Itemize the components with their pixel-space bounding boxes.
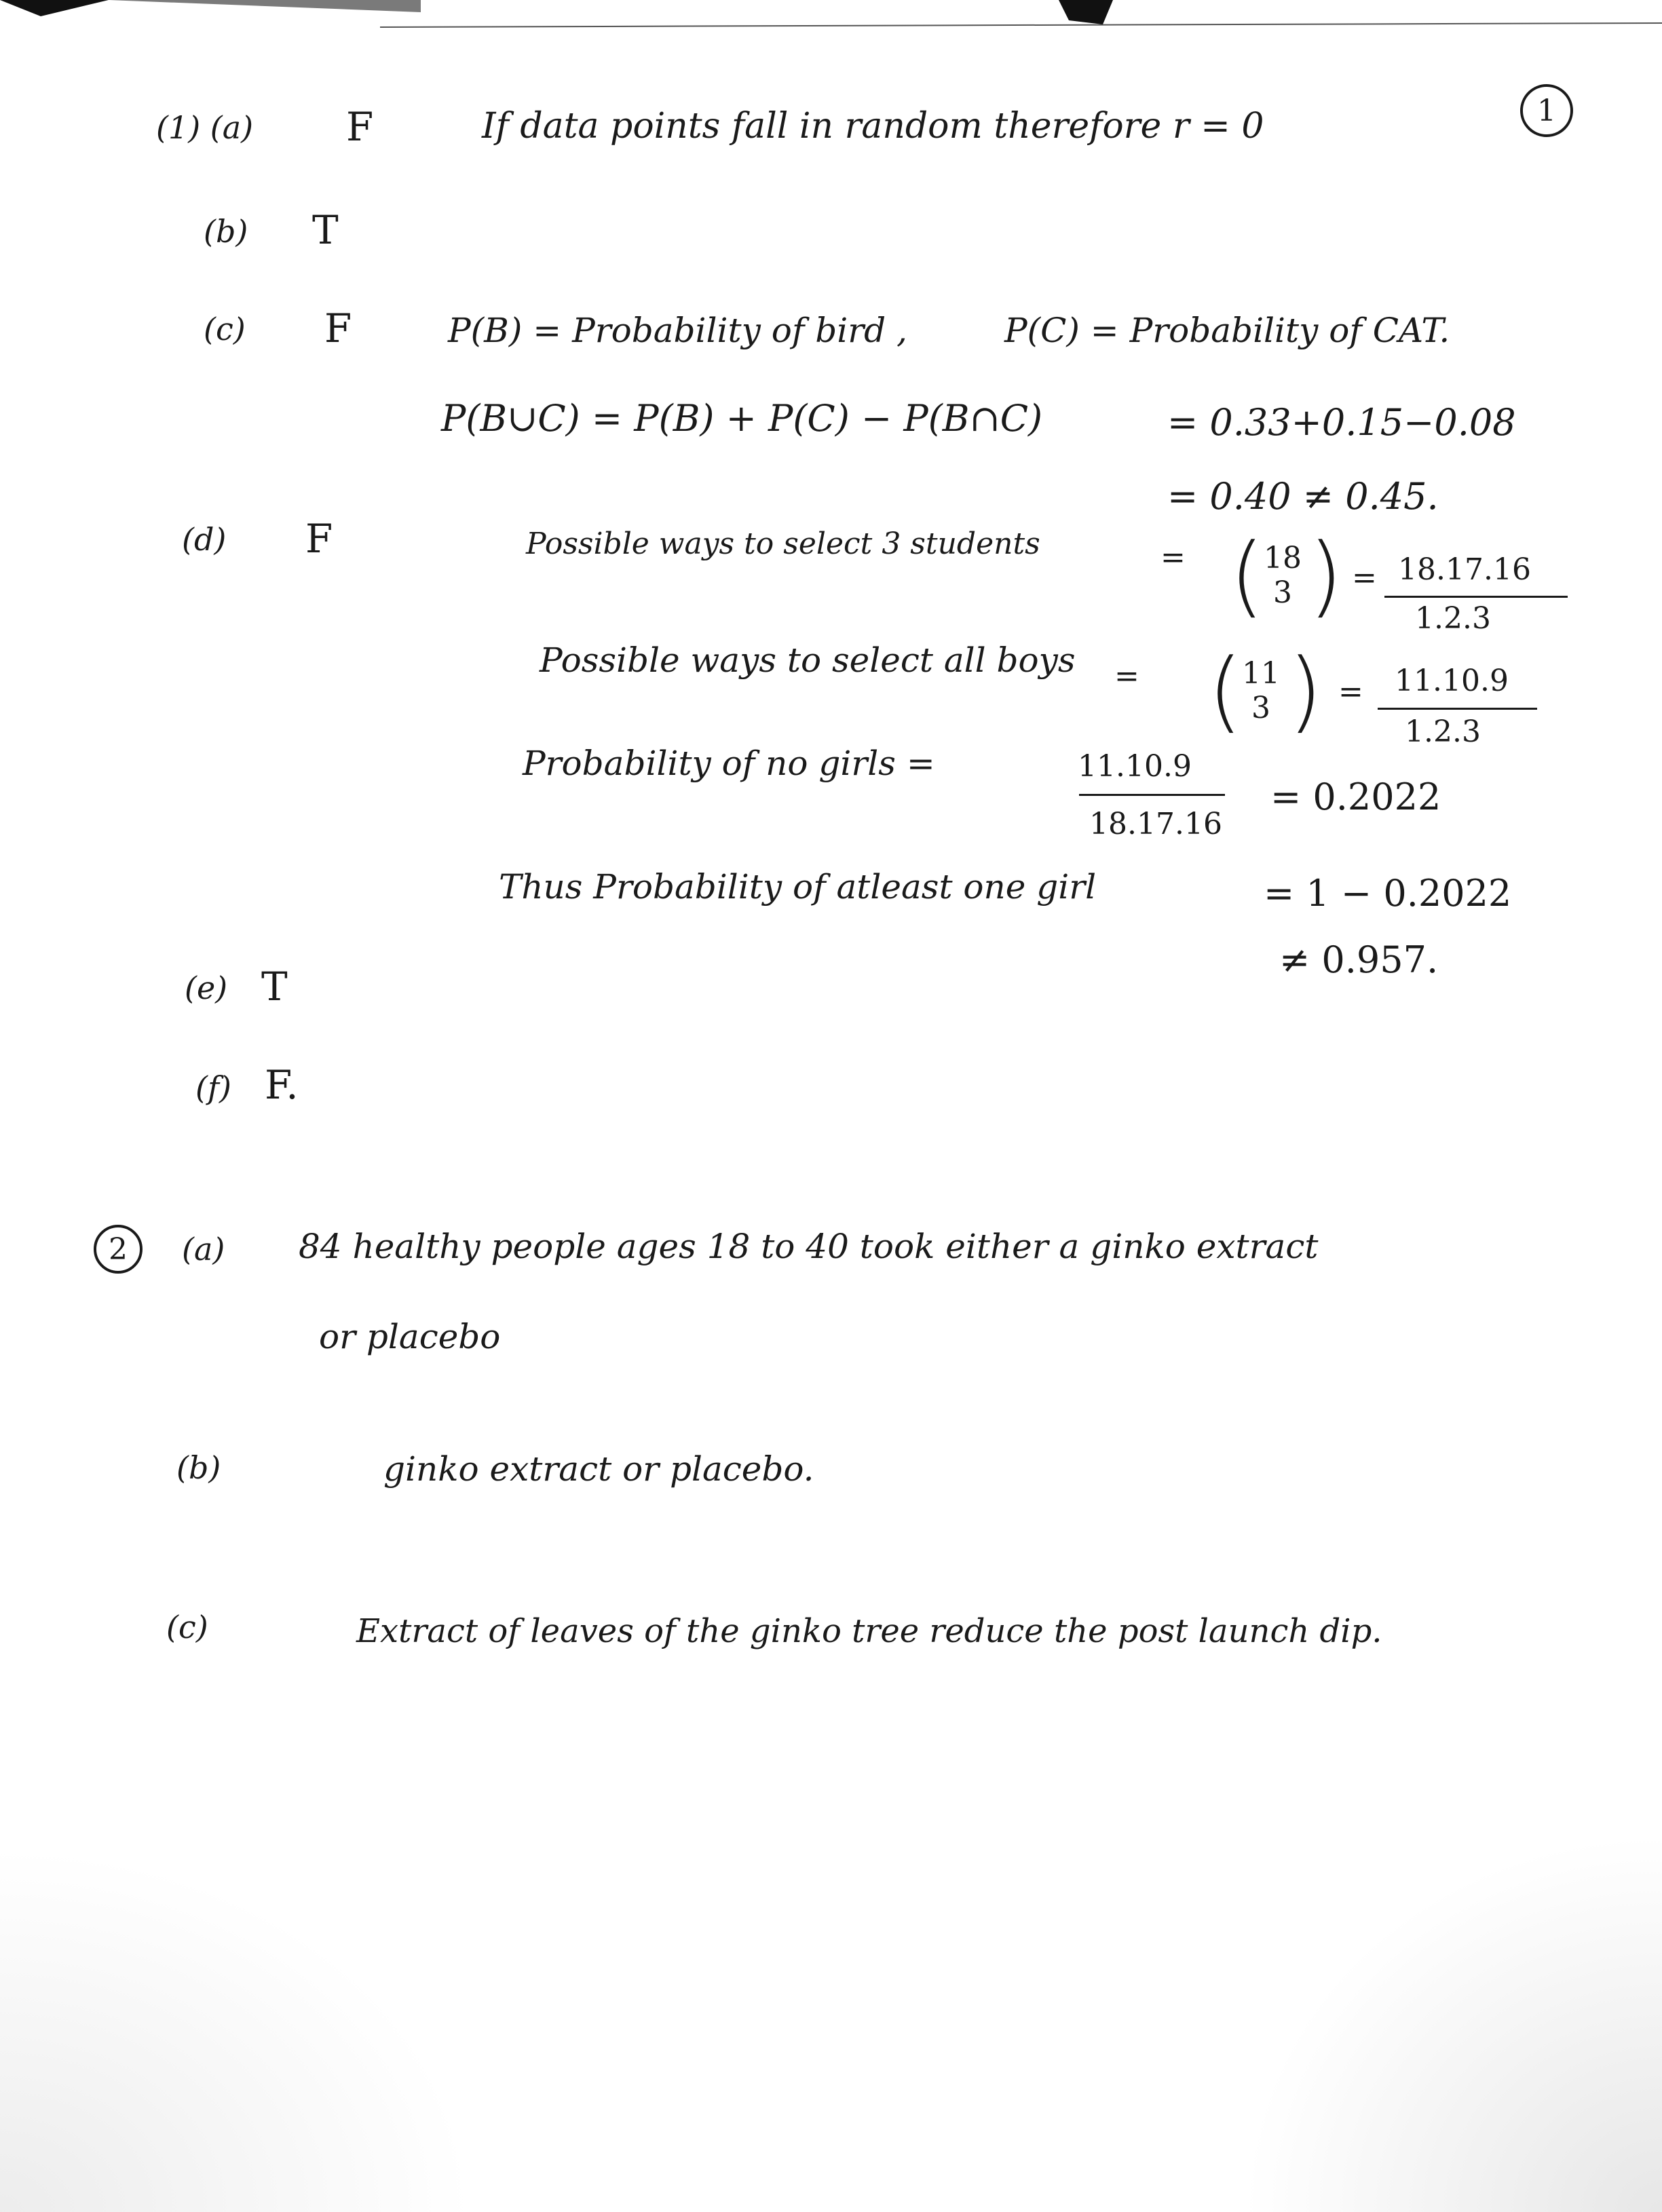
q1e-label: (e) [185, 970, 228, 1006]
q1c-line1-right: P(C) = Probability of CAT. [1004, 311, 1450, 350]
q1d-ways-frac-num: 18.17.16 [1398, 552, 1531, 587]
q1f-label: (f) [195, 1069, 231, 1106]
q1d-ways-binom [1259, 541, 1306, 610]
q1d-boys-frac-num: 11.10.9 [1395, 664, 1509, 698]
q1d-ways-binom-left-paren: ( [1230, 524, 1264, 627]
q2b-text: ginko extract or placebo. [383, 1449, 814, 1489]
q1a-answer: F [346, 104, 374, 150]
q1d-ways-binom-bottom: 3 [1273, 575, 1292, 610]
paper-shadow-right [1241, 1832, 1662, 2212]
q1d-ways-binom-top: 18 [1264, 541, 1302, 575]
q1d-label: (d) [182, 521, 227, 558]
q2a-text-line2: or placebo [319, 1317, 501, 1356]
q1d-eq2: = [1352, 560, 1377, 595]
q1d-atleast-result: = 1 − 0.2022 [1264, 872, 1512, 915]
q1d-boys-binom-bottom: 3 [1251, 690, 1270, 725]
q2a-text-line1: 84 healthy people ages 18 to 40 took either a ginko extract [299, 1227, 1319, 1266]
q1d-ways-frac-bar [1384, 596, 1568, 598]
q2-number-circle [94, 1225, 143, 1274]
page-number: 1 [1537, 93, 1556, 128]
q1d-answer: F [305, 516, 333, 562]
q1f-answer: F. [265, 1062, 299, 1108]
q1d-boys-frac-bar [1378, 708, 1537, 710]
q2-number: 2 [109, 1232, 128, 1267]
q1d-eq4: = [1338, 674, 1363, 709]
q1d-atleast-final: ≠ 0.957. [1279, 938, 1439, 981]
q1c-answer: F [324, 305, 352, 351]
q1d-eq3: = [1114, 659, 1139, 693]
q1d-ways-text: Possible ways to select 3 students [526, 527, 1040, 561]
q1d-boys-binom-left-paren: ( [1208, 639, 1243, 742]
q1e-answer: T [261, 964, 288, 1010]
q1c-line1-left: P(B) = Probability of bird , [448, 311, 907, 350]
q1d-boys-binom [1237, 657, 1285, 725]
q1d-ways-binom-right-paren: ) [1308, 524, 1343, 627]
q1d-nogirls-num: 11.10.9 [1078, 749, 1192, 784]
q1a-note: If data points fall in random therefore r = 0 [482, 106, 1264, 147]
q1d-boys-text: Possible ways to select all boys [540, 641, 1076, 680]
paper-shadow-left [0, 1846, 475, 2212]
q1b-answer: T [312, 207, 339, 253]
q2c-label: (c) [166, 1609, 208, 1645]
q2a-label: (a) [182, 1231, 225, 1267]
q1d-nogirls-den: 18.17.16 [1089, 807, 1222, 841]
page-number-circle [1520, 84, 1573, 137]
q1b-label: (b) [204, 213, 248, 250]
q2b-label: (b) [176, 1449, 221, 1486]
q1d-boys-frac-den: 1.2.3 [1405, 714, 1481, 749]
q1d-boys-binom-right-paren: ) [1288, 639, 1323, 742]
q2c-text: Extract of leaves of the ginko tree reduce the post launch dip. [356, 1612, 1382, 1650]
q1d-atleast-text: Thus Probability of atleast one girl [499, 867, 1097, 907]
q1d-eq1: = [1160, 540, 1186, 575]
q1c-line2-right: = 0.33+0.15−0.08 [1167, 401, 1516, 444]
q1c-label: (c) [204, 311, 246, 347]
q1d-boys-binom-top: 11 [1242, 656, 1280, 691]
page-top-edge [0, 0, 1662, 31]
q1a-label: (1) (a) [156, 109, 254, 146]
q1d-nogirls-text: Probability of no girls = [523, 744, 935, 783]
q1d-nogirls-result: = 0.2022 [1270, 776, 1441, 818]
q1d-nogirls-frac-bar [1079, 794, 1225, 796]
q1c-line3: = 0.40 ≠ 0.45. [1167, 475, 1439, 518]
q1c-line2-left: P(B∪C) = P(B) + P(C) − P(B∩C) [441, 397, 1043, 440]
q1d-ways-frac-den: 1.2.3 [1415, 601, 1491, 636]
